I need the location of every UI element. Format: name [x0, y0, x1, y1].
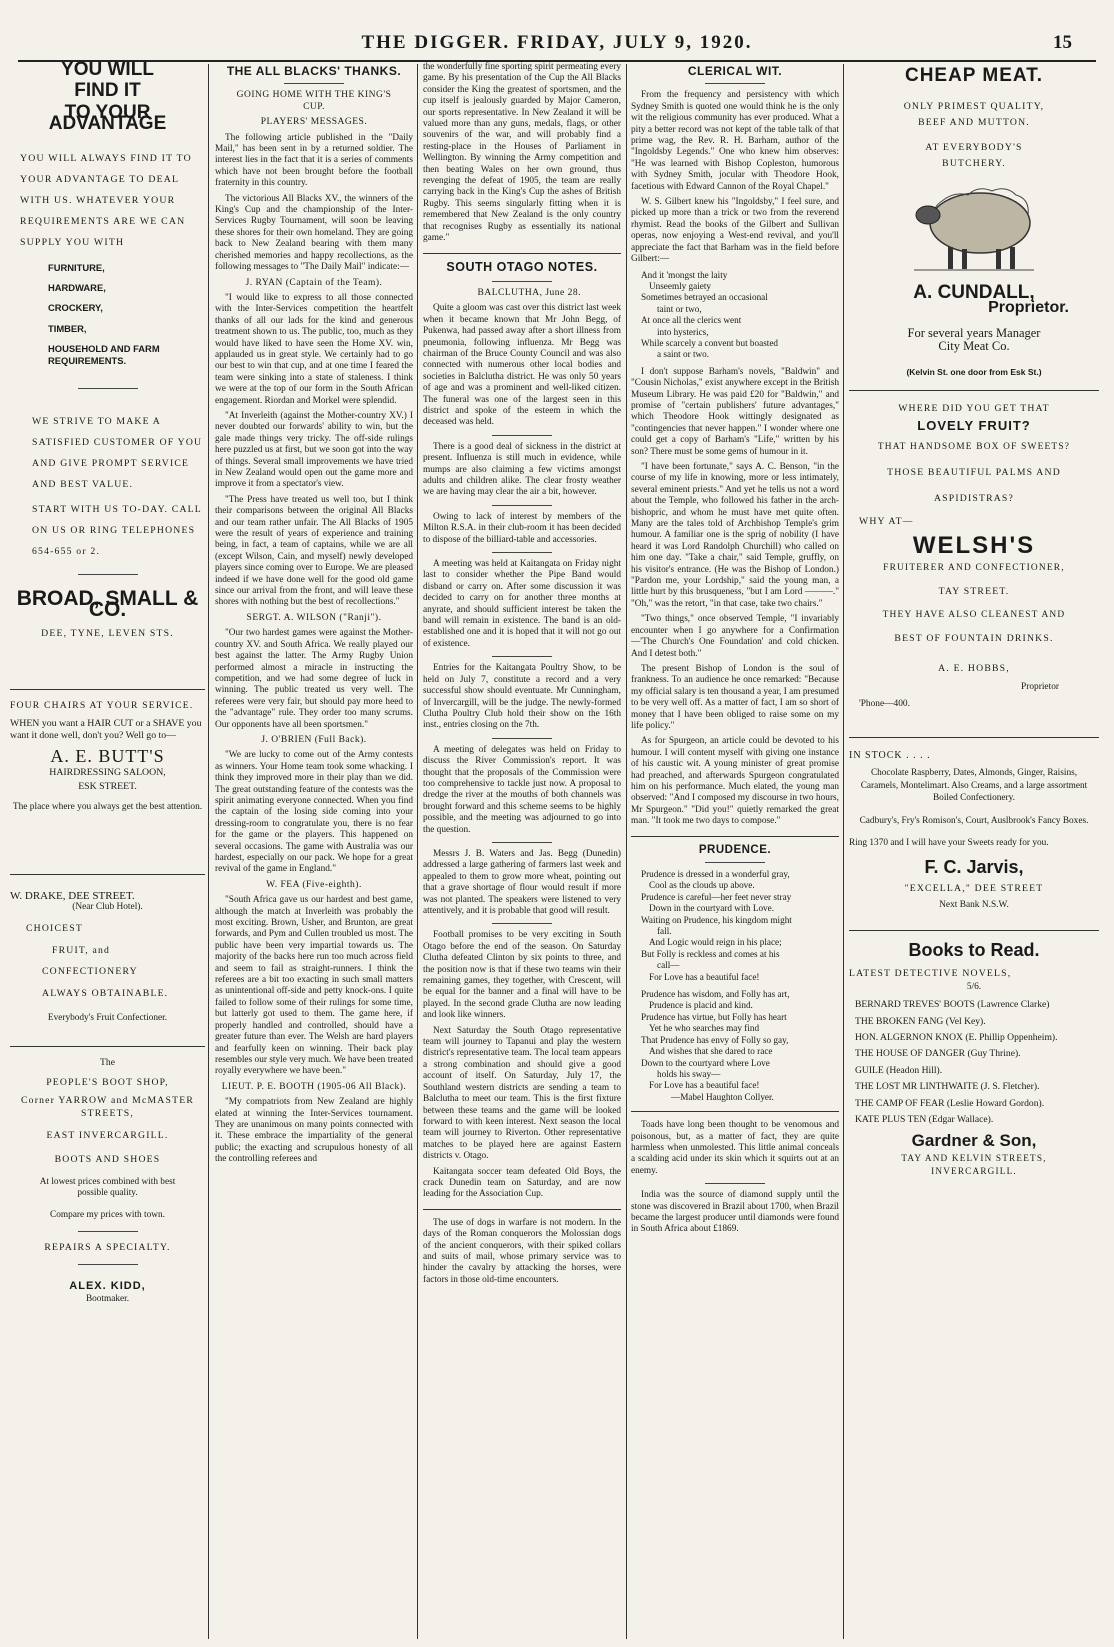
- paragraph: "The Press have treated us well too, but I think their comparisons between the original All Blacks and our team rather unfair. The All Blacks of 1905 were the result of years of experience and training being, in fact, a team of captains, while we are all (except Wilson, Cain, and myself) newly developed players since coming over to Europe. We are pleased indeed if we have done well for the good old game since our arrival from the front, and will leave these shores with nothing but the best of recollections.": [215, 494, 413, 608]
- column-4: [631, 62, 839, 1632]
- divider: [492, 552, 552, 553]
- ad-body: START WITH US TO-DAY. CALL ON US OR RING TELEPHONES 654-655 or 2.: [32, 504, 202, 558]
- separator: [849, 737, 1099, 738]
- ad-item: TIMBER,: [48, 322, 87, 334]
- verse-line: fall.: [657, 926, 672, 937]
- ad-text: BUTCHERY.: [942, 157, 1006, 169]
- ad-tagline: Everybody's Fruit Confectioner.: [47, 1012, 168, 1023]
- paragraph: "Two things," once observed Temple, "I invariably encounter when I go anywhere for a Confirmation—'The Church's One Foundation' and cold chicken. And I detest both.": [631, 614, 839, 659]
- ad-heading: FIND IT: [74, 80, 141, 102]
- section-heading: SERGT. A. WILSON ("Ranji").: [246, 612, 382, 623]
- advert-cundall: [849, 65, 1099, 378]
- ad-phone: 'Phone—400.: [859, 699, 910, 710]
- book-item: BERNARD TREVES' BOOTS (Lawrence Clarke): [855, 999, 1050, 1011]
- section-heading: J. O'BRIEN (Full Back).: [261, 734, 367, 745]
- ad-text: Next Bank N.S.W.: [939, 900, 1009, 911]
- verse-line: While scarcely a convent but boasted: [641, 337, 778, 348]
- paragraph: W. S. Gilbert knew his "Ingoldsby," I feel sure, and picked up more than a trick or two from the reverend rhymist. Read the books of the Gilbert and Sullivan operas, now enjoying a West-end revival, and you'll appreciate the fact that Barham was in the field before Gilbert:—: [631, 197, 839, 265]
- ad-item: HARDWARE,: [48, 282, 106, 294]
- book-item: THE CAMP OF FEAR (Leslie Howard Gordon).: [855, 1097, 1045, 1109]
- ad-business-name: Gardner & Son,: [911, 1131, 1037, 1151]
- paragraph: Entries for the Kaitangata Poultry Show, to be held on July 7, constitute a record and a very successful show should eventuate. Mr Cunningham, of Invercargill, will be the judge. The newly-formed Clutha Poultry Club hold their show on the 16th inst., entries closing on the 7th.: [423, 663, 621, 731]
- paragraph: The victorious All Blacks XV., the winners of the King's Cup and the championship of the Inter-Services Rugby Tournament, will soon be leaving these shores for their own homeland. They are going back to New Zealand bearing with them many cherished memories and happy recollections, as the following messages to "The Daily Mail" indicate:—: [215, 193, 413, 273]
- verse-line: But Folly is reckless and comes at his: [641, 948, 780, 959]
- verse-line: holds his sway—: [657, 1068, 721, 1079]
- ad-address: EAST INVERCARGILL.: [46, 1130, 169, 1142]
- ad-text: WHY AT—: [859, 516, 914, 528]
- column-rule: [626, 64, 627, 1639]
- paragraph: Owing to lack of interest by members of the Milton R.S.A. in their club-room it has been decided to dispose of the billiard-table and accessories.: [423, 511, 621, 545]
- verse-line: And it 'mongst the laity: [641, 269, 728, 280]
- article-title: PRUDENCE.: [698, 843, 772, 856]
- article-title: CLERICAL WIT.: [687, 64, 783, 78]
- divider: [492, 738, 552, 739]
- verse-line: Waiting on Prudence, his kingdom might: [641, 914, 792, 925]
- ad-item: FRUIT, and: [52, 944, 111, 956]
- verse-line: That Prudence has envy of Folly so gay,: [641, 1034, 789, 1045]
- advert-gardner: [849, 939, 1099, 1178]
- verse: [631, 869, 839, 983]
- verse-line: Prudence is careful—her feet never stray: [641, 891, 792, 902]
- article-subtitle: GOING HOME WITH THE KING'S CUP.: [236, 90, 392, 112]
- ad-tagline: The place where you always get the best attention.: [12, 802, 203, 813]
- divider: [492, 656, 552, 657]
- verse-line: At once all the clerics went: [641, 315, 742, 326]
- ad-business-name: A. E. BUTT'S: [50, 745, 165, 766]
- verse-line: For Love has a beautiful face!: [649, 1080, 760, 1091]
- ad-address: (Near Club Hotel).: [72, 901, 143, 912]
- section-heading: W. FEA (Five-eighth).: [266, 879, 362, 890]
- ad-text: ONLY PRIMEST QUALITY,: [903, 101, 1045, 113]
- advert-welsh: [849, 403, 1099, 711]
- verse-line: Prudence has virtue, but Folly has heart: [641, 1011, 787, 1022]
- paragraph: The present Bishop of London is the soul of frankness. To an audience he once remarked: "Because my official salary is ten thousand a year, I am presumed to be very well off. As a matter of fact, I am so short of money that I have been obliged to raise some on my life policy.": [631, 663, 839, 731]
- book-item: HON. ALGERNON KNOX (E. Phillip Oppenheim).: [855, 1031, 1058, 1043]
- divider: [705, 83, 765, 84]
- article-subtitle: PLAYERS' MESSAGES.: [260, 117, 368, 128]
- ad-heading: LOVELY FRUIT?: [917, 418, 1031, 434]
- ad-address: TAY AND KELVIN STREETS,: [901, 1152, 1047, 1163]
- ad-text: THAT HANDSOME BOX OF SWEETS?: [877, 441, 1071, 452]
- article-title: THE ALL BLACKS' THANKS.: [226, 64, 402, 78]
- ad-address: "EXCELLA," DEE STREET: [904, 883, 1044, 895]
- separator: [423, 1209, 621, 1210]
- ad-address: HAIRDRESSING SALOON, ESK STREET.: [49, 767, 166, 793]
- divider: [78, 1231, 138, 1232]
- paragraph: Quite a gloom was cast over this district last week when it became known that Mr John Begg, of Pukenwa, had passed away after a short illness from pneumonia, following influenza. Mr Begg was chairman of the Bruce County Council and was also connected with numerous other local bodies and societies in Balclutha district. He was only 50 years of age and was a prominent and well-liked citizen. The funeral was one of the largest seen in this district and spoke of the esteem in which the deceased was held.: [423, 303, 621, 428]
- section-heading: LIEUT. P. E. BOOTH (1905-06 All Black).: [221, 1081, 407, 1092]
- verse-line: Cool as the clouds up above.: [649, 880, 755, 891]
- book-item: KATE PLUS TEN (Edgar Wallace).: [855, 1113, 994, 1125]
- ad-address: Corner YARROW and McMASTER STREETS,: [20, 1095, 194, 1120]
- ad-text: WHERE DID YOU GET THAT: [898, 403, 1050, 415]
- paragraph: "We are lucky to come out of the Army contests as winners. Your Home team took some whacking. I think they improved more in their play than we did. The great outstanding feature of the contests was the spirit animating everyone connected. When you find the captain of the losing side coming into your dressing-room to congratulate you, there is no fear for the game or the players. This happened on several occasions. The game with Australia was our hardest, especially on our pack. We hope for a great revival of the game in England.": [215, 750, 413, 875]
- ad-address: (Kelvin St. one door from Esk St.): [906, 366, 1042, 377]
- verse-line: And wishes that she dared to race: [649, 1046, 773, 1057]
- book-item: THE LOST MR LINTHWAITE (J. S. Fletcher).: [855, 1081, 1040, 1093]
- ad-body: WHEN you want a HAIR CUT or a SHAVE you want it done well, don't you? Well go to—: [10, 717, 202, 742]
- ad-text: For several years Manager: [907, 325, 1041, 340]
- sheep-illustration: [904, 177, 1044, 277]
- separator: [849, 930, 1099, 931]
- page-number: 15: [1053, 32, 1072, 53]
- divider: [284, 83, 344, 84]
- divider: [705, 1183, 765, 1184]
- paragraph: The following article published in the "Daily Mail," has been sent in by a returned soldier. The interest lies in the fact that it is a series of comments which have not been brought before the football fraternity in this country.: [215, 132, 413, 189]
- ad-item: FURNITURE,: [48, 261, 105, 273]
- ad-text: Cadbury's, Fry's Romison's, Court, Auslbrook's Fancy Boxes.: [859, 815, 1089, 826]
- separator: [10, 874, 205, 875]
- separator: [10, 1046, 205, 1047]
- divider: [492, 435, 552, 436]
- ad-item: CHOICEST: [26, 923, 83, 935]
- verse-author: —Mabel Haughton Collyer.: [671, 1091, 774, 1102]
- paragraph: India was the source of diamond supply until the stone was discovered in Brazil about 1700, when Brazil became the largest producer until diamonds were found in South Africa about £1869.: [631, 1190, 839, 1235]
- paragraph: "South Africa gave us our hardest and best game, although the match at Inverleith was probably the most exciting. Brown, Usher, and Brunton, are great forwards, and Pym and Cullen troubled us most. The public have been very impartial towards us. The majority of the backs here run too much across field and seem to fail as straight-runners. I think the referees are a bit too exacting in such small matters as unintentional off-side and petty knock-ons. I quite failed to follow some of their rulings for some time, but latterly got used to them. The game here, if properly handled and controlled, should have a greater future than ever. The Welsh are hard players and fearfully keen on winning. Their back play resembles our style very much. We have been treated royally everywhere we have been.": [215, 895, 413, 1077]
- ad-address: INVERCARGILL.: [931, 1166, 1017, 1177]
- paragraph: There is a good deal of sickness in the district at present. Influenza is still much in evidence, while mumps are also claiming a few victims amongst adults and children alike. The clear frosty weather we are having may clear the air a bit, however.: [423, 441, 621, 498]
- ad-business-name: A. CUNDALL,: [913, 282, 1035, 304]
- book-item: THE HOUSE OF DANGER (Guy Thrine).: [855, 1048, 1021, 1060]
- ad-business-name: W. DRAKE, DEE STREET.: [10, 889, 135, 902]
- verse-line: Yet he who searches may find: [649, 1023, 760, 1034]
- paragraph: Next Saturday the South Otago representative team will journey to Tapanui and play the western district's representative team. The local team appears a strong combination and should give a good account of itself. On Saturday, July 17, the Southland western districts are sending a team to Balclutha to meet our team. This is the first fixture between these teams and the game will be looked forward to with keen interest. Next season the local team will journey to Riverton. Other representative matches to be played here are against Eastern districts v. Otago.: [423, 1025, 621, 1162]
- separator: [849, 390, 1099, 391]
- ad-address: DEE, TYNE, LEVEN STS.: [41, 627, 174, 639]
- verse-line: into hysterics,: [657, 326, 709, 337]
- ad-business-name: WELSH'S: [912, 531, 1036, 559]
- ad-text: BEST OF FOUNTAIN DRINKS.: [894, 633, 1054, 645]
- column-rule: [208, 64, 209, 1639]
- dateline: BALCLUTHA, June 28.: [477, 287, 581, 298]
- verse-line: Sometimes betrayed an occasional: [641, 292, 768, 303]
- ad-text: THEY HAVE ALSO CLEANEST AND: [882, 609, 1066, 620]
- ad-text: REPAIRS A SPECIALTY.: [44, 1242, 171, 1254]
- verse-line: For Love has a beautiful face!: [649, 971, 760, 982]
- ad-text: The: [100, 1057, 115, 1069]
- column-1: [10, 62, 205, 1632]
- ad-text: LATEST DETECTIVE NOVELS,: [849, 968, 1012, 980]
- ad-text: Chocolate Raspberry, Dates, Almonds, Ginger, Raisins, Caramels, Montelimart. Also Creams, and a large assortment Boiled Confectionery.: [860, 768, 1088, 804]
- verse-line: taint or two,: [657, 303, 702, 314]
- verse-line: Prudence has wisdom, and Folly has art,: [641, 989, 790, 1000]
- column-2: [215, 62, 413, 1632]
- masthead: [18, 24, 1096, 62]
- separator: [631, 836, 839, 837]
- paragraph: The use of dogs in warfare is not modern. In the days of the Roman conquerors the Molossian dogs of the ancient conquerors, with their spiked collars and suits of mail, whose primary service was to hinder the cavalry by attacking the horses, were factors in those old-time encounters.: [423, 1217, 621, 1285]
- verse-line: a saint or two.: [657, 349, 710, 360]
- ad-item: HOUSEHOLD AND FARM REQUIREMENTS.: [48, 343, 160, 366]
- column-3: [423, 62, 621, 1632]
- ad-text: Ring 1370 and I will have your Sweets ready for you.: [849, 838, 1049, 849]
- advert-drake: [10, 891, 205, 1025]
- ad-business-name: BROAD, SMALL & CO.: [16, 587, 199, 622]
- divider: [78, 574, 138, 575]
- ad-item: CONFECTIONERY: [42, 966, 138, 978]
- ad-item: ALWAYS OBTAINABLE.: [42, 987, 169, 999]
- ad-text: AT EVERYBODY'S: [925, 142, 1023, 154]
- ad-heading: FOUR CHAIRS AT YOUR SERVICE.: [10, 700, 194, 712]
- verse-line: Prudence is dressed in a wonderful gray,: [641, 869, 790, 879]
- ad-heading: YOU WILL: [61, 62, 154, 80]
- ad-business-name: PEOPLE'S BOOT SHOP,: [46, 1076, 169, 1088]
- paragraph: "At Inverleith (against the Mother-country XV.) I never doubted our forwards' ability to win, but the gale made things very tricky. The off-side rulings here puzzled us at first, but we soon got into the way of things. Several small improvements we have tried in New Zealand would open out the game more and improve it from a spectator's view.: [215, 410, 413, 490]
- book-item: GUILE (Headon Hill).: [855, 1064, 943, 1076]
- ad-item: CROCKERY,: [48, 302, 103, 314]
- separator: [423, 253, 621, 254]
- paragraph: "I would like to express to all those connected with the Inter-Services competition the heartfelt thanks of all our lads for the kind and generous treatment shown to us. The public, too, much as they would have liked to have seen the Home XV. win, applauded us in great style. We certainly had to go our best to win that cup, and at one time I feared the team were sinking into a state of staleness. I think we were at the top of our form in the South African engagement. Riordan and Morkel were splendid.: [215, 292, 413, 406]
- ad-role: Proprietor.: [988, 299, 1069, 317]
- ad-text: At lowest prices combined with best possible quality.: [39, 1176, 176, 1199]
- paragraph: Kaitangata soccer team defeated Old Boys, the crack Dunedin team on Saturday, and are now leading for the Association Cup.: [423, 1166, 621, 1200]
- separator: [631, 1111, 839, 1112]
- divider: [78, 388, 138, 389]
- verse-line: Down in the courtyard with Love.: [649, 903, 775, 914]
- paragraph: From the frequency and persistency with which Sydney Smith is quoted one would think he is the only wit the religious community has ever produced. What a pity a better record was not kept of the table talk of that prime wag, the Rev. R. H. Barham, author of the "Ingoldsby Legends." One who knew him observes: "He was learned with Bishop Copleston, humorous with Sydney Smith, jocular with Theodore Hook, facetious with Edward Cannon of the Royal Chapel.": [631, 90, 839, 192]
- paragraph: "My compatriots from New Zealand are highly elated at winning the Inter-Services tournament. They are unanimous on many points connected with it. These embrace the impartiality of the general public; the exacting and scrupulous honesty of all the controlling referees and: [215, 1097, 413, 1165]
- divider: [492, 842, 552, 843]
- verse-line: Unseemly gaiety: [649, 280, 711, 291]
- masthead-title: THE DIGGER. FRIDAY, JULY 9, 1920.: [361, 32, 753, 53]
- paragraph: "Our two hardest games were against the Mother-country XV. and South Africa. We really played our best against the latter. The Army Rugby Union performed almost a miracle in instructing the competition, and we had some degree of luck in winning. The public treated us very well. The referees were very fair, but should pay more heed to the "advantage" rule. They order too many scrums. Our opponents have all been sportsmen.": [215, 628, 413, 730]
- article-title: SOUTH OTAGO NOTES.: [446, 259, 598, 274]
- verse: [631, 989, 839, 1103]
- ad-owner: A. E. HOBBS,: [938, 662, 1010, 674]
- column-rule: [843, 64, 844, 1639]
- paragraph: the wonderfully fine sporting spirit permeating every game. By his presentation of the Cup the All Blacks consider the King the greatest of sportsmen, and the cup itself is jealously guarded by Major Cameron, our sports representative. In New Zealand it will be valued more than any guns, medals, flags, or other souvenirs of the war, and will probably find a resting-place in the Houses of Parliament in Wellington. By winning the Army competition and then beating Wales on her own ground, thus revenging the defeat of 1905, the team are really carrying back in the King's Cup the ashes of British Rugby. This seems singularly fitting when it is remembered that New Zealand is the only country that recognises Rugby as essentially its national game.": [423, 62, 621, 244]
- ad-text: City Meat Co.: [938, 339, 1010, 354]
- verse-line: Prudence is placid and kind.: [649, 1000, 753, 1011]
- verse: [631, 270, 839, 361]
- paragraph: As for Spurgeon, an article could be devoted to his humour. I will content myself with giving one instance of his caustic wit. A young minister of great promise had preached, and afterwards Spurgeon congratulated him on his performance. Much elated, the young man observed: "And I composed my discourse in two hours, Mr Spurgeon." "Did you!" quietly remarked the great man. "It took me two days to compose.": [631, 736, 839, 827]
- ad-role: Proprietor: [1020, 681, 1059, 692]
- divider: [492, 281, 552, 282]
- divider: [492, 505, 552, 506]
- ad-text: FRUITERER AND CONFECTIONER,: [883, 562, 1065, 573]
- ad-item: BOOTS AND SHOES: [54, 1153, 161, 1165]
- section-heading: J. RYAN (Captain of the Team).: [245, 277, 383, 288]
- ad-owner: ALEX. KIDD,: [69, 1279, 146, 1292]
- divider: [78, 1264, 138, 1265]
- paragraph: Toads have long been thought to be venomous and poisonous, but, as a matter of fact, they are quite harmless when unmolested. This little animal conceals a scalding acid under its skin which it squirts out at an enemy.: [631, 1120, 839, 1176]
- column-5: [849, 62, 1099, 1632]
- ad-business-name: F. C. Jarvis,: [924, 856, 1024, 877]
- ad-heading: CHEAP MEAT.: [904, 65, 1044, 86]
- advert-butt: [10, 700, 205, 813]
- ad-text: 5/6.: [966, 981, 982, 992]
- paragraph: Football promises to be very exciting in South Otago before the end of the season. On Saturday Clutha defeated Clinton by six points to three, and the position now is that if these two teams win their remaining games, they together, with Crescent, will be equal for the banner and a final will have to be played. In the second grade Clutha are now leading and look like winners.: [423, 930, 621, 1021]
- ad-heading: TO YOUR ADVANTAGE: [48, 101, 167, 135]
- paragraph: "I have been fortunate," says A. C. Benson, "in the course of my life in knowing, more or less intimately, several eminent priests." And yet he tells us not a word about the Temple, who followed his father in the arch-bishopric, and whom he must have met quite often. Many are the tales told of Archbishop Temple's grim humour. A familiar one is the sprig of nobility (I have heard it was Lord Randolph Churchill) who called on him one day. "Take a chair," said Temple, gruffly, on his visitor's entrance. (He was the Bishop of London.) "Pardon me, your Lordship," said the young man, a little hurt by this brusqueness, "but I am Lord ———." "Oh," was the retort, "in that case, take two chairs.": [631, 462, 839, 609]
- ad-text: ASPIDISTRAS?: [933, 492, 1015, 504]
- paragraph: A meeting was held at Kaitangata on Friday night last to consider whether the Pipe Band would disband or carry on. After some discussion it was decided to carry on for another three months at anyrate, and should sufficient interest be taken the band will remain in existence. The band is an old-established one and it is hoped that it will not go out of existence.: [423, 559, 621, 649]
- ad-text: THOSE BEAUTIFUL PALMS AND: [887, 467, 1061, 479]
- ad-text: Bootmaker.: [85, 1294, 130, 1304]
- ad-heading: IN STOCK . . . .: [849, 749, 931, 761]
- ad-text: TAY STREET.: [938, 586, 1010, 598]
- paragraph: Messrs J. B. Waters and Jas. Begg (Dunedin) addressed a large gathering of farmers last week and appealed to them to grow more wheat, pointing out that a grave shortage of flour would result if more was not planted. The speakers were listened to very attentively, and it is probable that good will result.: [423, 848, 621, 916]
- separator: [10, 689, 205, 690]
- advert-peoples-boot-shop: [10, 1057, 205, 1305]
- book-item: THE BROKEN FANG (Vel Key).: [855, 1015, 986, 1027]
- column-rule: [417, 64, 418, 1639]
- advert-broad-small: [10, 64, 205, 639]
- ad-body: YOU WILL ALWAYS FIND IT TO YOUR ADVANTAGE TO DEAL WITH US. WHATEVER YOUR REQUIREMENTS ARE WE CAN SUPPLY YOU WITH: [20, 152, 192, 248]
- ad-text: Compare my prices with town.: [50, 1209, 165, 1220]
- verse-line: And Logic would reign in his place;: [649, 937, 782, 948]
- ad-body: WE STRIVE TO MAKE A SATISFIED CUSTOMER OF YOU AND GIVE PROMPT SERVICE AND BEST VALUE.: [32, 416, 203, 491]
- ad-text: BEEF AND MUTTON.: [918, 116, 1030, 128]
- paragraph: A meeting of delegates was held on Friday to discuss the River Commission's report. It was thought that the proposals of the Commission were too comprehensive to tackle just now. A proposal to dredge the river at the mouths of both channels was brought forward and this scheme seems to be highly possible, and the meeting was adjourned to go into the question.: [423, 744, 621, 835]
- divider: [705, 862, 765, 863]
- advert-jarvis: [849, 750, 1099, 912]
- verse-line: call—: [657, 960, 680, 971]
- divider: [492, 923, 552, 924]
- paragraph: I don't suppose Barham's novels, "Baldwin" and "Cousin Nicholas," exist anywhere except in the British Museum Library. He was paid £20 for "Baldwin," and promise of "certain publishers' future advantages," which Theodore Hook wittingly designated as "contingencies that never happen." I wonder where one could get a copy of Barham's "Life," written by his son? There must be some gems of humour in it.: [631, 366, 839, 457]
- verse-line: Down to the courtyard where Love: [641, 1057, 770, 1068]
- ad-heading: Books to Read.: [908, 939, 1040, 960]
